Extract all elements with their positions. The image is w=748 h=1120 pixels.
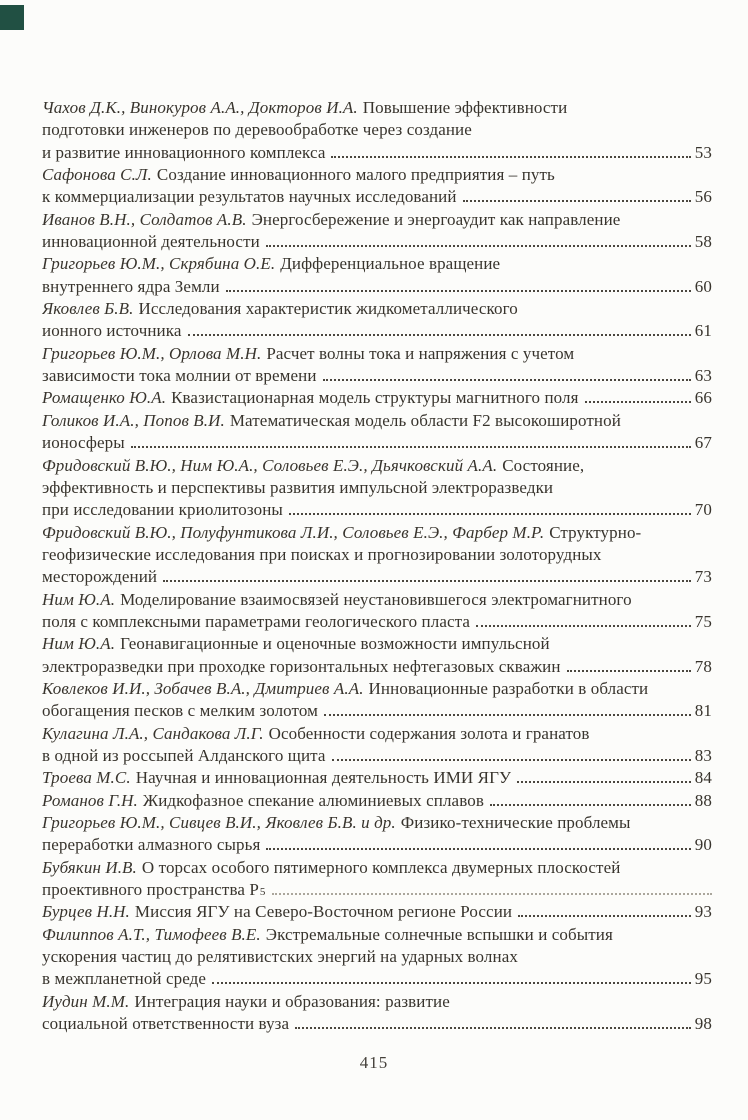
toc-line: проективного пространства P 5 — [42, 879, 712, 901]
entry-authors: Троева М.С. — [42, 768, 131, 788]
toc-entry — [42, 901, 712, 923]
leader-dots — [463, 200, 691, 202]
entry-authors: Яковлев Б.В. — [42, 299, 134, 319]
entry-title-text: социальной ответственности вуза — [42, 1014, 290, 1034]
entry-title-text: поля с комплексными параметрами геологического пласта — [42, 611, 471, 631]
toc-line — [42, 968, 712, 990]
leader-dots — [567, 670, 691, 672]
leader-dots — [266, 245, 691, 247]
toc-entry — [42, 857, 712, 902]
toc-entry — [42, 97, 712, 164]
entry-authors: Ковлеков И.И., Зобачев В.А., Дмитриев А.А. — [42, 678, 364, 698]
toc-line — [42, 298, 712, 320]
toc-line — [42, 901, 712, 923]
toc-line — [42, 767, 712, 789]
entry-title-text: внутреннего ядра Земли — [42, 276, 220, 296]
entry-page-number: 81 — [694, 701, 712, 721]
entry-title-text: и развитие инновационного комплекса — [42, 142, 326, 162]
entry-page-number: 84 — [694, 768, 712, 788]
toc-line — [42, 186, 712, 208]
entry-title-text: Дифференциальное вращение — [280, 254, 501, 274]
toc-entry — [42, 790, 712, 812]
toc-entry — [42, 522, 712, 589]
leader-dots — [332, 759, 691, 761]
entry-title-text: Энергосбережение и энергоаудит как направление — [251, 209, 621, 229]
leader-dots — [163, 580, 691, 582]
toc-line — [42, 97, 712, 119]
leader-dots — [324, 714, 691, 716]
entry-title-text: месторождений — [42, 567, 158, 587]
entry-authors: Сафонова С.Л. — [42, 165, 152, 185]
entry-authors: Бубякин И.В. — [42, 857, 137, 877]
entry-page-number: 93 — [694, 902, 712, 922]
toc-entry — [42, 991, 712, 1036]
entry-title-text: в одной из россыпей Алданского щита — [42, 745, 326, 765]
entry-title-text: проективного пространства P — [42, 880, 259, 900]
toc-line — [42, 209, 712, 231]
entry-authors: Филиппов А.Т., Тимофеев В.Е. — [42, 924, 261, 944]
entry-title-text: Состояние, — [502, 455, 585, 475]
entry-title-text: Исследования характеристик жидкометаллического — [138, 299, 518, 319]
entry-authors: Григорьев Ю.М., Скрябина О.Е. — [42, 254, 276, 274]
toc-line — [42, 320, 712, 342]
toc-entry — [42, 410, 712, 455]
entry-authors: Григорьев Ю.М., Орлова М.Н. — [42, 343, 262, 363]
entry-title-text: Особенности содержания золота и гранатов — [268, 723, 590, 743]
leader-dots — [212, 982, 691, 984]
toc-line — [42, 164, 712, 186]
toc-line — [42, 365, 712, 387]
entry-authors: Григорьев Ю.М., Сивцев В.И., Яковлев Б.В. и др. — [42, 813, 396, 832]
entry-title-text: Геонавигационные и оценочные возможности импульсной — [120, 634, 550, 654]
entry-title-text: в межпланетной среде — [42, 969, 207, 989]
entry-authors: Чахов Д.К., Винокуров А.А., Докторов И.А. — [42, 98, 358, 117]
toc-line — [42, 522, 712, 544]
entry-authors: Фридовский В.Ю., Полуфунтикова Л.И., Соловьев Е.Э., Фарбер М.Р. — [42, 522, 545, 542]
leader-dots — [490, 804, 691, 806]
entry-authors: Ним Ю.А. — [42, 634, 116, 654]
entry-title-text: инновационной деятельности — [42, 232, 260, 252]
leader-dots — [266, 848, 690, 850]
toc-entry — [42, 589, 712, 634]
entry-authors: Иванов В.Н., Солдатов А.В. — [42, 209, 247, 229]
entry-title-text: электроразведки при проходке горизонтальных нефтегазовых скважин — [42, 656, 561, 676]
entry-title-text: подготовки инженеров по деревообработке через создание — [42, 120, 472, 140]
entry-authors: Голиков И.А., Попов В.И. — [42, 410, 225, 430]
entry-title-text: Структурно- — [549, 522, 642, 542]
leader-dots — [517, 781, 691, 783]
toc-line — [42, 499, 712, 521]
entry-page-number: 66 — [694, 388, 712, 408]
page-number-footer: 415 — [359, 1053, 389, 1072]
entry-title-text: Физико-технические проблемы — [400, 813, 631, 832]
entry-title-text: Миссия ЯГУ на Северо-Восточном регионе России — [134, 902, 513, 922]
toc-line — [42, 119, 712, 141]
entry-title-text: Инновационные разработки в области — [368, 678, 649, 698]
toc-line — [42, 142, 712, 164]
toc-line — [42, 566, 712, 588]
toc-line — [42, 432, 712, 454]
toc-line — [42, 1013, 712, 1035]
entry-title-text: Жидкофазное спекание алюминиевых сплавов — [142, 790, 484, 810]
leader-dots — [289, 513, 691, 515]
entry-title-text: Научная и инновационная деятельность ИМИ ЯГУ — [135, 768, 512, 788]
leader-dots — [188, 334, 691, 336]
entry-title-text: Создание инновационного малого предприятия – путь — [156, 165, 555, 185]
entry-page-number: 98 — [694, 1014, 712, 1034]
leader-dots — [585, 401, 691, 403]
toc-entry — [42, 723, 712, 768]
entry-title-text: Повышение эффективности — [362, 98, 568, 117]
entry-page-number: 53 — [694, 142, 712, 162]
entry-title-text: переработки алмазного сырья — [42, 835, 261, 855]
toc-entry — [42, 387, 712, 409]
entry-title-text: при исследовании криолитозоны — [42, 500, 283, 520]
toc-line — [42, 857, 712, 879]
entry-title-text: Моделирование взаимосвязей неустановившегося электромагнитного — [120, 589, 632, 609]
toc-line — [42, 812, 712, 834]
toc-line — [42, 723, 712, 745]
toc-entry — [42, 209, 712, 254]
toc-line — [42, 924, 712, 946]
entry-title-text: ионосферы — [42, 433, 125, 453]
toc-entry — [42, 343, 712, 388]
leader-dots — [272, 893, 712, 895]
toc-line — [42, 656, 712, 678]
entry-page-number: 73 — [694, 567, 712, 587]
toc-line — [42, 991, 712, 1013]
toc-line — [42, 253, 712, 275]
entry-page-number: 67 — [694, 433, 712, 453]
toc-entry — [42, 253, 712, 298]
entry-title-text: Расчет волны тока и напряжения с учетом — [266, 343, 575, 363]
entry-page-number: 90 — [694, 835, 712, 855]
toc-line — [42, 477, 712, 499]
entry-title-text: к коммерциализации результатов научных исследований — [42, 187, 457, 207]
scan-corner-artifact — [0, 5, 24, 30]
leader-dots — [226, 290, 691, 292]
leader-dots — [295, 1027, 691, 1029]
toc-line — [42, 455, 712, 477]
entry-authors: Кулагина Л.А., Сандакова Л.Г. — [42, 723, 264, 743]
entry-title-text: зависимости тока молнии от времени — [42, 366, 317, 386]
entry-title-text: Математическая модель области F2 высокоширотной — [229, 410, 621, 430]
toc-line — [42, 834, 712, 856]
entry-page-number: 63 — [694, 366, 712, 386]
toc-entry — [42, 812, 712, 857]
entry-authors: Бурцев Н.Н. — [42, 902, 130, 922]
entry-page-number: 70 — [694, 500, 712, 520]
leader-dots — [331, 156, 690, 158]
toc-line — [42, 633, 712, 655]
leader-dots — [518, 915, 691, 917]
entry-page-number: 75 — [694, 611, 712, 631]
entry-page-number: 61 — [694, 321, 712, 341]
toc-entry — [42, 455, 712, 522]
entry-authors: Фридовский В.Ю., Ним Ю.А., Соловьев Е.Э., Дьячковский А.А. — [42, 455, 498, 475]
entry-page-number: 88 — [694, 790, 712, 810]
table-of-contents — [42, 97, 712, 1035]
leader-dots — [131, 446, 691, 448]
entry-title-text: эффективность и перспективы развития импульсной электроразведки — [42, 477, 554, 497]
entry-page-number: 56 — [694, 187, 712, 207]
toc-line — [42, 678, 712, 700]
toc-entry — [42, 164, 712, 209]
leader-dots — [323, 379, 691, 381]
toc-line — [42, 589, 712, 611]
entry-authors: Романов Г.Н. — [42, 790, 138, 810]
entry-page-number: 58 — [694, 232, 712, 252]
entry-title-text: Интеграция науки и образования: развитие — [134, 991, 450, 1011]
entry-page-number: 60 — [694, 276, 712, 296]
toc-line — [42, 276, 712, 298]
toc-line — [42, 946, 712, 968]
toc-line — [42, 700, 712, 722]
toc-line — [42, 343, 712, 365]
toc-line — [42, 231, 712, 253]
entry-page-number: 95 — [694, 969, 712, 989]
toc-line — [42, 790, 712, 812]
entry-title-text: ускорения частиц до релятивистских энергий на ударных волнах — [42, 947, 518, 967]
entry-page-number: 83 — [694, 745, 712, 765]
entry-title-text: обогащения песков с мелким золотом — [42, 701, 318, 721]
toc-line — [42, 410, 712, 432]
toc-line — [42, 611, 712, 633]
toc-entry — [42, 767, 712, 789]
entry-title-text: ионного источника — [42, 321, 182, 341]
entry-page-number: 78 — [694, 656, 712, 676]
toc-entry — [42, 678, 712, 723]
toc-line — [42, 387, 712, 409]
entry-title-text: геофизические исследования при поисках и прогнозировании золоторудных — [42, 544, 602, 564]
entry-authors: Ромащенко Ю.А. — [42, 388, 167, 408]
entry-title-text: Экстремальные солнечные вспышки и события — [265, 924, 613, 944]
entry-authors: Иудин М.М. — [42, 991, 130, 1011]
entry-title-text: О торсах особого пятимерного комплекса двумерных плоскостей — [141, 857, 621, 877]
toc-line — [42, 544, 712, 566]
toc-entry — [42, 924, 712, 991]
toc-entry — [42, 633, 712, 678]
entry-title-text: Квазистационарная модель структуры магнитного поля — [171, 388, 579, 408]
leader-dots — [476, 625, 691, 627]
toc-line — [42, 745, 712, 767]
toc-entry — [42, 298, 712, 343]
entry-authors: Ним Ю.А. — [42, 589, 116, 609]
